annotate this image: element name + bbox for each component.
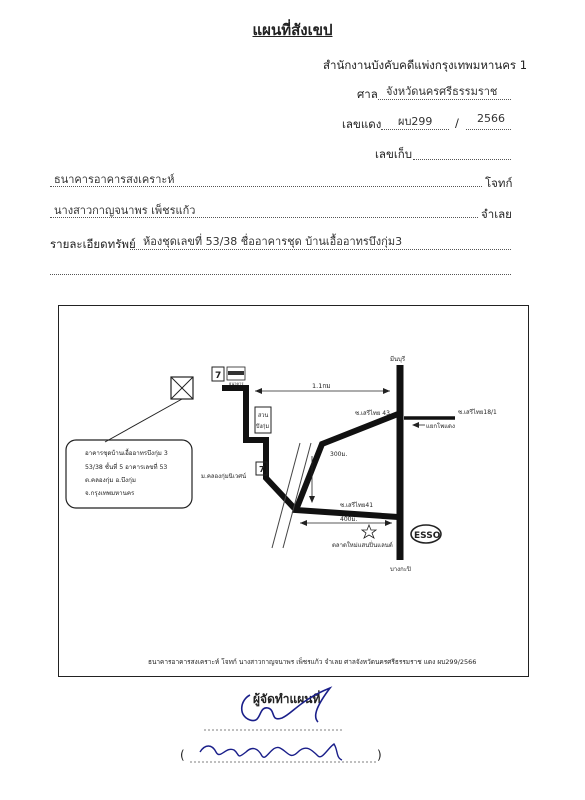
esso-label: ESSO [414,531,441,541]
svg-text:7: 7 [215,371,222,381]
signer-name-handwriting [200,744,342,760]
address-line-3: ต.คลองกุ่ม อ.บึงกุ่ม [85,477,136,484]
south-label: บางกะปิ [390,566,411,573]
case-separator: / [455,116,459,130]
park-label-1: สวน [258,413,269,419]
red-case-year: 2566 [477,112,505,125]
plaintiff-value: ธนาคารอาคารสงเคราะห์ [54,173,175,186]
intersection-label: แยกโพแดง [426,423,455,430]
red-case-value: ผบ299 [398,115,433,128]
address-line-1: อาคารชุดบ้านเอื้ออาทรบึงกุ่ม 3 [85,450,168,457]
court-value: จังหวัดนครศรีธรรมราช [386,85,498,98]
svg-text:7: 7 [259,465,265,474]
bank-label: ธนาคาร [229,381,244,386]
park-label-2: บึงกุ่ม [256,424,270,430]
plaintiff-label: โจทก์ [485,176,513,190]
map-caption: ธนาคารอาคารสงเคราะห์ โจทก์ นางสาวกาญจนาพร เพ็ชรแก้ว จำเลย ศาลจังหวัดนครศรีธรรมราช แดง ผบ299/2566 [148,658,477,666]
defendant-value: นางสาวกาญจนาพร เพ็ชรแก้ว [54,204,196,217]
signature-scribble [242,688,330,722]
storage-label: เลขเก็บ [375,147,413,161]
distance-400-label: 400ม. [340,516,358,523]
market-label: ตลาดใหม่แสนปิ่นแลนด์ [332,542,393,549]
page-title: แผนที่สังเขป [252,21,333,39]
canal-label: ม.คลองกุ่มนิเวศน์ [201,473,247,480]
property-label: รายละเอียดทรัพย์ [50,237,136,251]
distance-300-label: 300ม. [330,451,348,458]
paren-close: ) [377,748,382,762]
distance-top-label: 1.1กม [312,382,331,390]
address-line-4: จ.กรุงเทพมหานคร [85,490,135,497]
court-label: ศาล [357,87,378,101]
paren-open: ( [180,748,185,762]
north-label: มีนบุรี [390,356,406,363]
soi-18-label: ซ.เสรีไทย18/1 [458,409,497,416]
signer-label: ผู้จัดทำแผนที่ [253,692,321,706]
office-name: สำนักงานบังคับคดีแพ่งกรุงเทพมหานคร 1 [323,58,528,72]
red-case-label: เลขแดง [342,117,382,131]
defendant-label: จำเลย [481,207,512,221]
address-line-2: 53/38 ชั้นที่ 5 อาคารเลขที่ 53 [85,464,168,471]
soi-43-label: ซ.เสรีไทย 43 [355,410,390,417]
soi-41-label: ซ.เสรีไทย41 [340,502,374,509]
property-value: ห้องชุดเลขที่ 53/38 ชื่ออาคารชุด บ้านเอื้ออาทรบึงกุ่ม3 [143,235,403,248]
